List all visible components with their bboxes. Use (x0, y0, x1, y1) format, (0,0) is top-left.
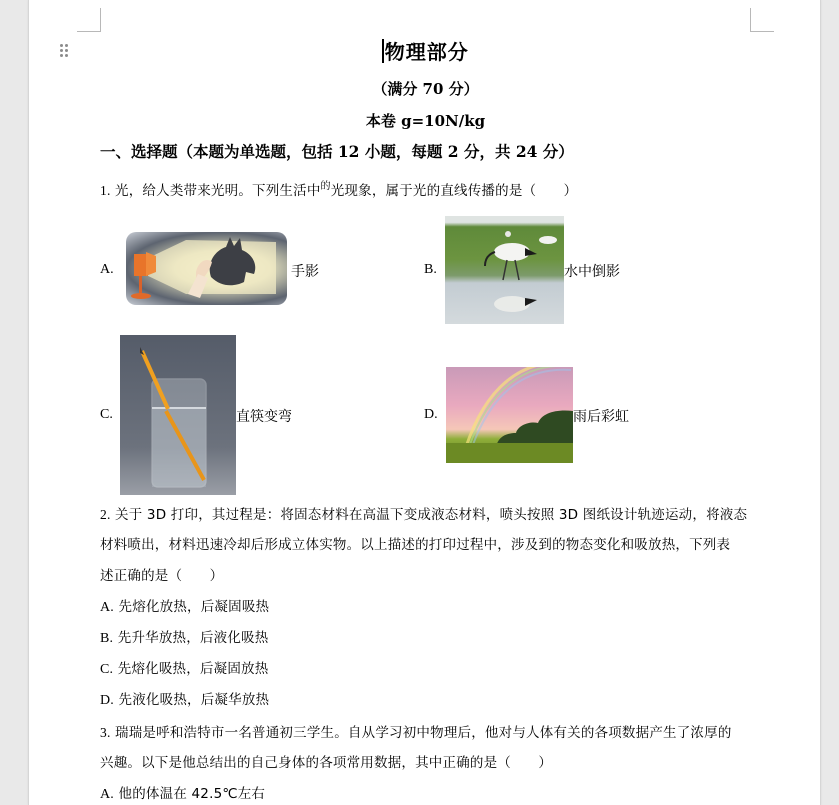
hand-shadow-image (126, 232, 287, 305)
gravity-note: 本卷 g=10N/kg (365, 112, 486, 130)
crane-reflection-image (445, 216, 564, 324)
q2-option-c: C. 先熔化吸热，后凝固放热 (100, 661, 269, 677)
question-2-stem-line-1: 2. 关于 3D 打印，其过程是：将固态材料在高温下变成液态材料，喷头按照 3D 图纸设计轨迹运动，将液态 (100, 507, 748, 523)
top-left-margin-mark (77, 8, 101, 32)
q1-option-c-label: C. (100, 407, 113, 422)
section-heading: 一、选择题（本题为单选题，包括 12 小题，每题 2 分，共 24 分） (100, 142, 574, 161)
top-right-margin-mark (750, 8, 774, 32)
q1-option-a-label: A. (100, 262, 114, 277)
q1-option-c-text: 直筷变弯 (236, 409, 292, 425)
q1-option-b-text: 水中倒影 (564, 264, 620, 280)
question-3-stem-line-2: 兴趣。以下是他总结出的自己身体的各项常用数据，其中正确的是（ ） (100, 755, 553, 771)
text-cursor (382, 39, 384, 63)
rainbow-image (446, 367, 573, 463)
q1-option-b-label: B. (424, 262, 437, 277)
question-2-stem-line-3: 述正确的是（ ） (100, 568, 224, 584)
q1-option-a-text: 手影 (291, 264, 319, 280)
question-1-stem: 1. 光，给人类带来光明。下列生活中$^的$光现象，属于光的直线传播的是（ ） (100, 181, 578, 199)
pencil-in-water-image (120, 335, 236, 495)
q1-option-d-label: D. (424, 407, 438, 422)
question-2-stem-line-2: 材料喷出，材料迅速冷却后形成立体实物。以上描述的打印过程中，涉及到的物态变化和吸放热，下列表 (100, 537, 731, 553)
q2-option-d: D. 先液化吸热，后凝华放热 (100, 692, 270, 708)
q3-option-a: A. 他的体温在 42.5℃左右 (100, 786, 266, 802)
question-3-stem-line-1: 3. 瑞瑞是呼和浩特市一名普通初三学生。自从学习初中物理后，他对与人体有关的各项数据产生了浓厚的 (100, 725, 732, 741)
document-title[interactable]: 物理部分 (29, 36, 822, 65)
q2-option-b: B. 先升华放热，后液化吸热 (100, 630, 269, 646)
q1-option-d-text: 雨后彩虹 (573, 409, 629, 425)
document-subtitle: （满分 70 分） (372, 80, 479, 98)
q2-option-a: A. 先熔化放热，后凝固吸热 (100, 599, 270, 615)
document-page[interactable] (28, 0, 821, 805)
